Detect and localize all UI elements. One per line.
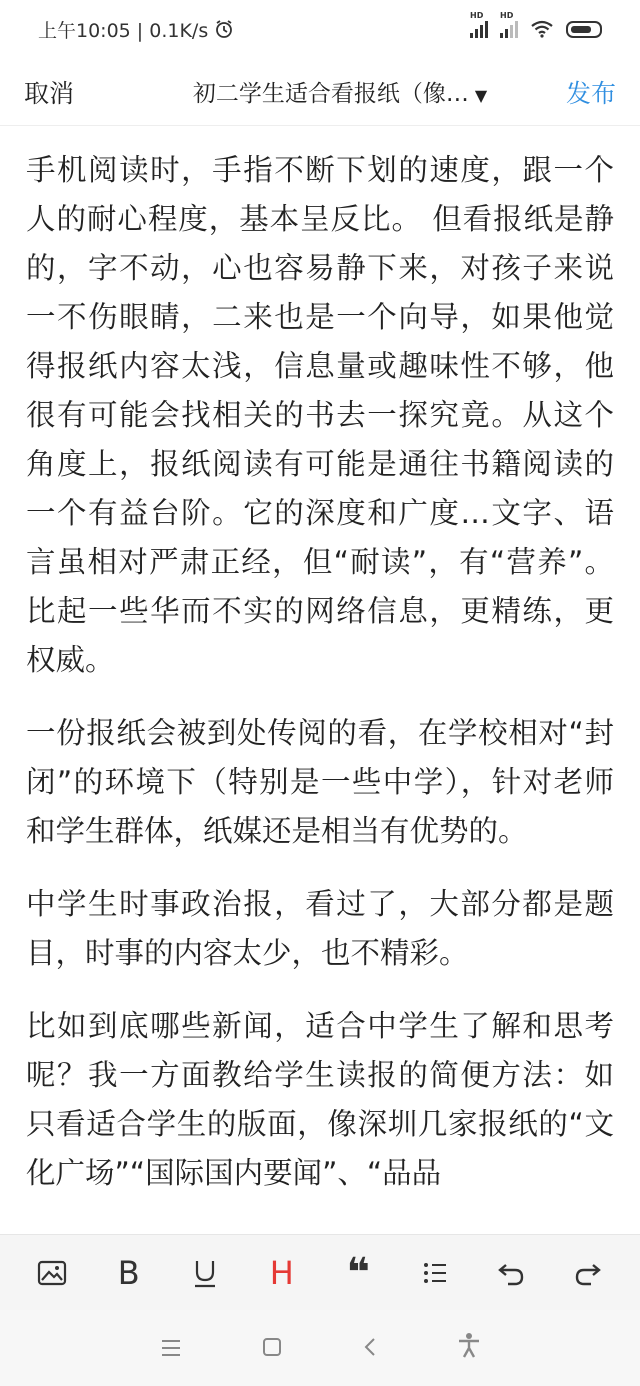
home-icon[interactable] (261, 1331, 283, 1366)
heading-icon[interactable]: H (269, 1253, 294, 1292)
image-icon[interactable] (23, 1244, 81, 1302)
list-icon[interactable] (406, 1244, 464, 1302)
title-dropdown[interactable] (154, 75, 526, 108)
paragraph[interactable]: 比如到底哪些新闻，适合中学生了解和思考呢？我一方面教给学生读报的简便方法：如只看适合学生的版面，像深圳几家报纸的“文化广场”“国际国内要闻”、“品品 (26, 1009, 614, 1190)
quote-icon[interactable]: ❝ (346, 1249, 370, 1296)
menu-icon[interactable] (160, 1331, 182, 1366)
battery-icon (566, 21, 602, 38)
underline-icon[interactable] (176, 1244, 234, 1302)
format-toolbar (0, 1234, 640, 1310)
editor-header (0, 58, 640, 126)
paragraph[interactable]: 中学生时事政治报，看过了，大部分都是题目，时事的内容太少，也不精彩。 (26, 887, 614, 970)
system-nav-bar (0, 1310, 640, 1386)
publish-button[interactable]: 发布 (565, 78, 616, 108)
back-icon[interactable] (362, 1331, 378, 1366)
accessibility-icon[interactable] (457, 1331, 481, 1366)
paragraph[interactable]: 一份报纸会被到处传阅的看，在学校相对“封闭”的环境下（特别是一些中学），针对老师和学生群体，纸媒还是相当有优势的。 (26, 716, 614, 848)
undo-icon[interactable] (482, 1244, 540, 1302)
status-right (470, 11, 602, 38)
status-bar (0, 0, 640, 58)
page-title: 初二学生适合看报纸（像… (192, 81, 469, 107)
alarm-icon (214, 19, 234, 39)
signal-icon: HD (470, 20, 488, 38)
status-left (38, 16, 234, 43)
editor-content[interactable] (0, 126, 640, 1234)
bold-icon[interactable]: B (117, 1253, 140, 1292)
paragraph[interactable]: 手机阅读时，手指不断下划的速度，跟一个人的耐心程度，基本呈反比。 但看报纸是静的，字不动，心也容易静下来，对孩子来说一不伤眼睛，二来也是一个向导，如果他觉得报纸内容太浅，信息量或趣味性不够，他很有可能会找相关的书去一探究竟。从这个角度上，报纸阅读有可能是通往书籍阅读的一个有益台阶。它的深度和广度…文字、语言虽相对严肃正经，但“耐读”，有“营养”。比起一些华而不实的网络信息，更精练，更权威。 (26, 153, 614, 677)
wifi-icon (530, 20, 554, 38)
dropdown-arrow-icon: ▼ (474, 86, 488, 105)
signal-icon-2: HD (500, 20, 518, 38)
redo-icon[interactable] (559, 1244, 617, 1302)
status-time: 上午10:05 | 0.1K/s (38, 19, 209, 42)
cancel-button[interactable]: 取消 (24, 78, 75, 108)
